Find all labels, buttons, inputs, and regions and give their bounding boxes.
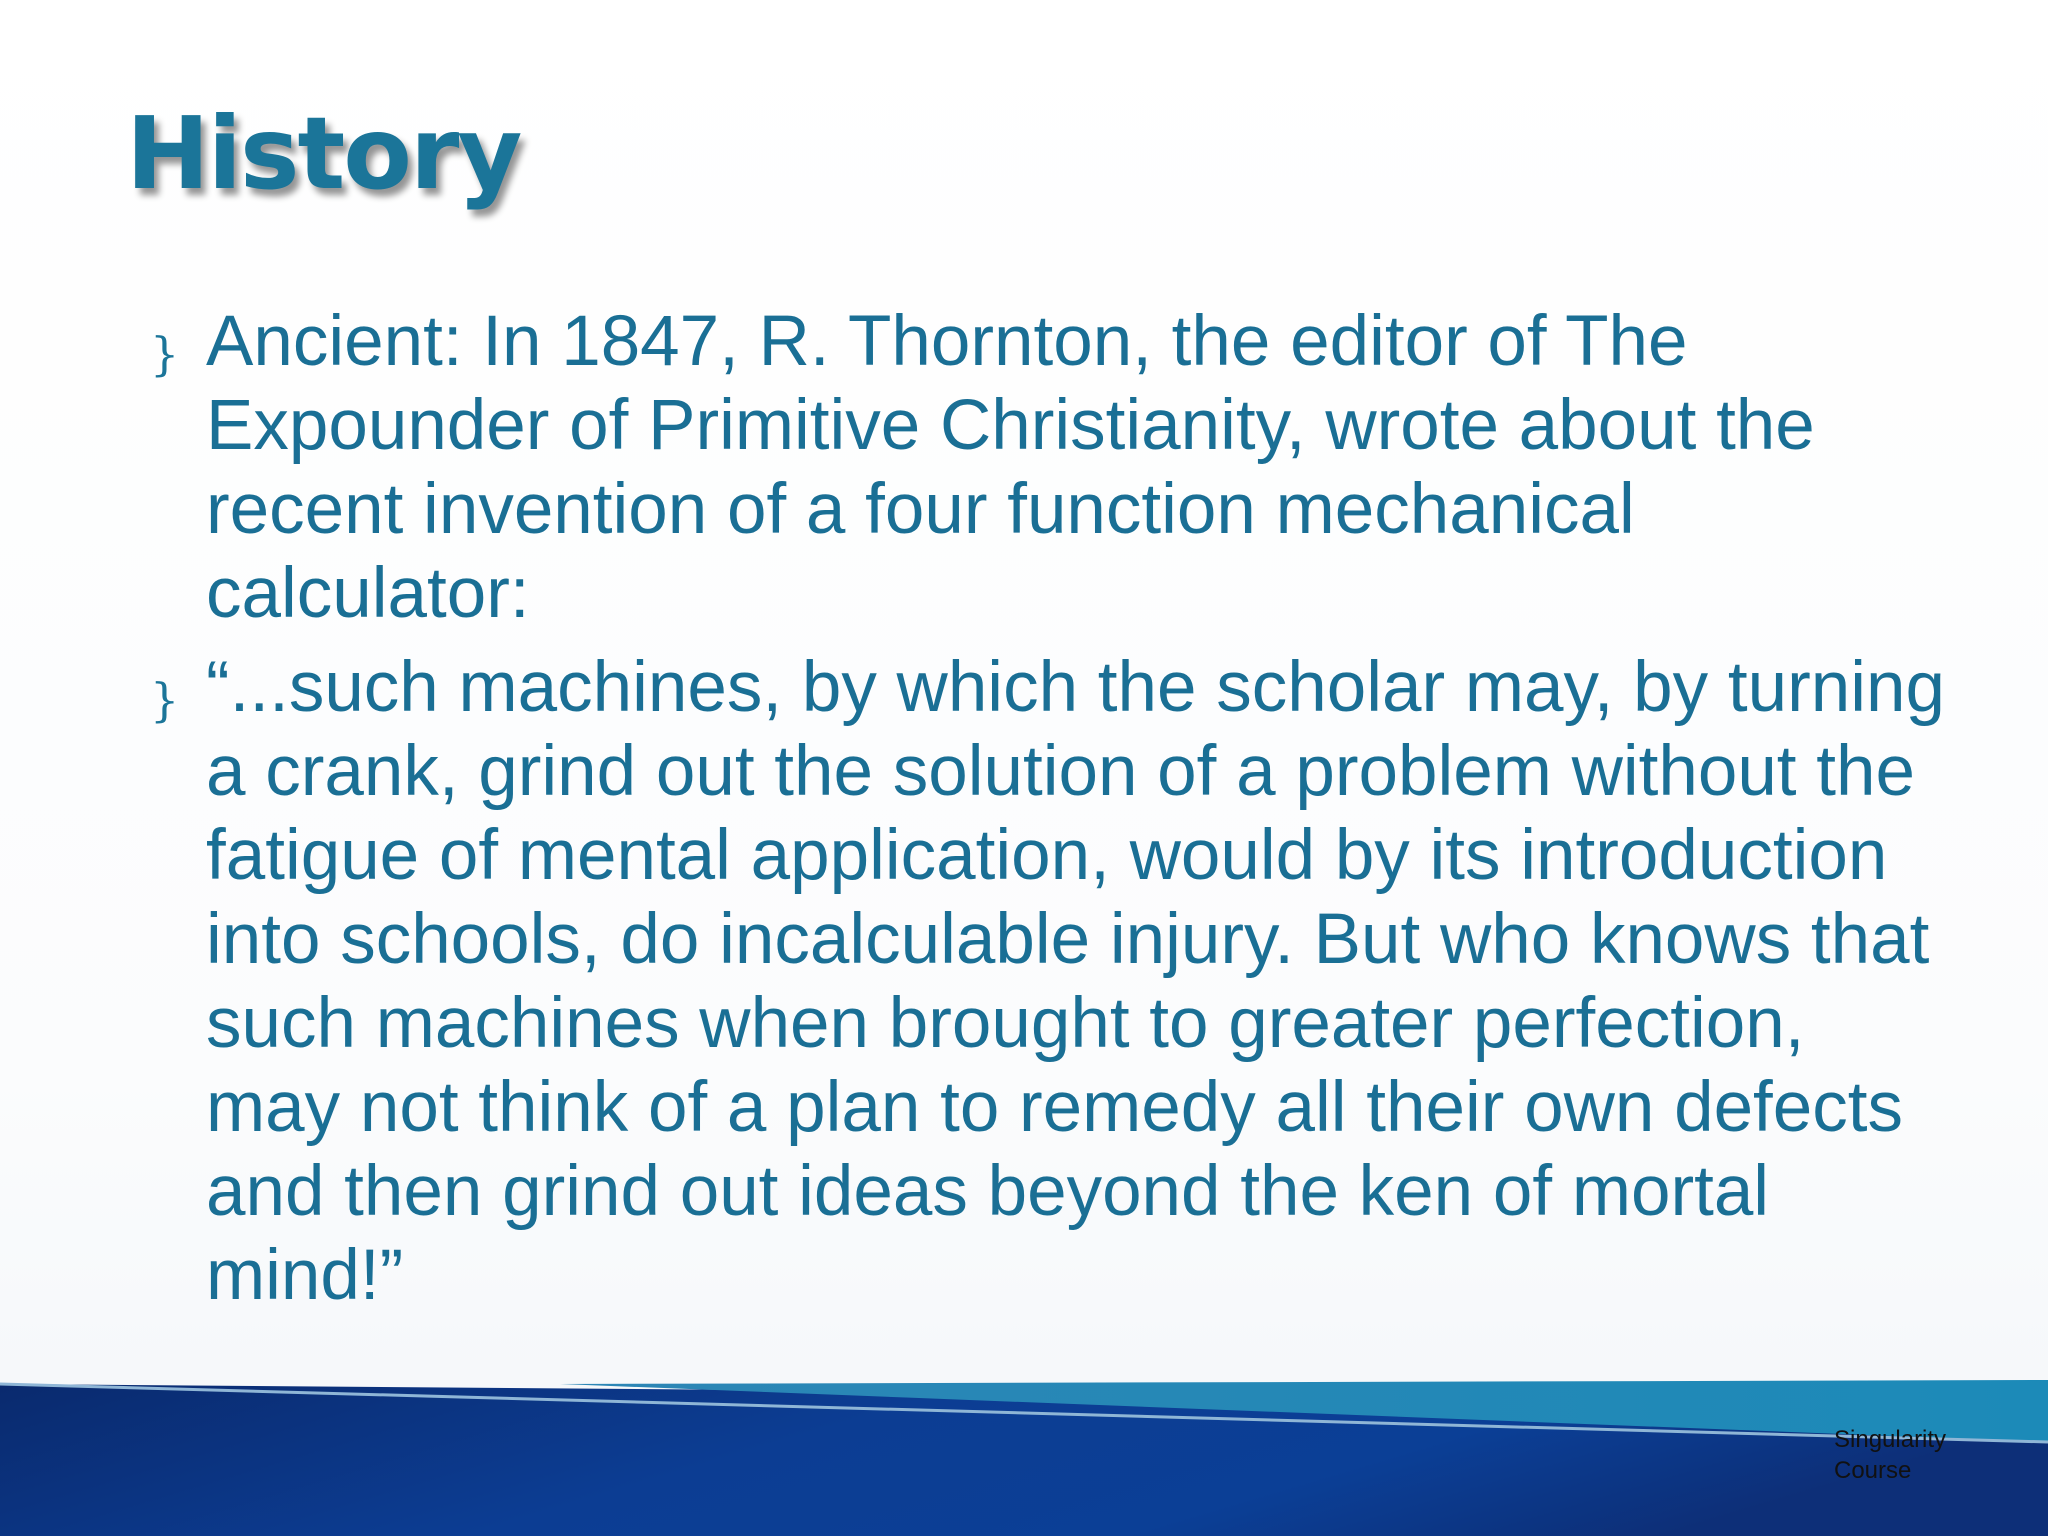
- footer-line-2: Course: [1834, 1457, 1912, 1484]
- footer-course-label: [1834, 1424, 1946, 1486]
- footer-line-1: Singularity: [1834, 1426, 1947, 1453]
- bullet-text-ancient: Ancient: In 1847, R. Thornton, the editor of The Expounder of Primitive Christianity, wrote about the recent invention of a four function mechanical calculator:: [206, 302, 1815, 633]
- bullet-item-quote: [150, 646, 1950, 1318]
- bullet-marker-icon: }: [150, 673, 180, 727]
- bullet-marker-icon: }: [150, 327, 180, 381]
- bullet-list: [150, 300, 1950, 1328]
- slide-title: History: [126, 95, 521, 212]
- bullet-text-quote: “...such machines, by which the scholar may, by turning a crank, grind out the solution of a problem without the fatigue of mental application, would by its introduction into schools, do incalculable injury. But who knows that such machines when brought to greater perfection, may not think of a plan to remedy all their own defects and then grind out ideas beyond the ken of mortal mind!”: [206, 648, 1945, 1315]
- footer-band: [0, 1370, 2048, 1536]
- bullet-item-ancient: [150, 300, 1950, 636]
